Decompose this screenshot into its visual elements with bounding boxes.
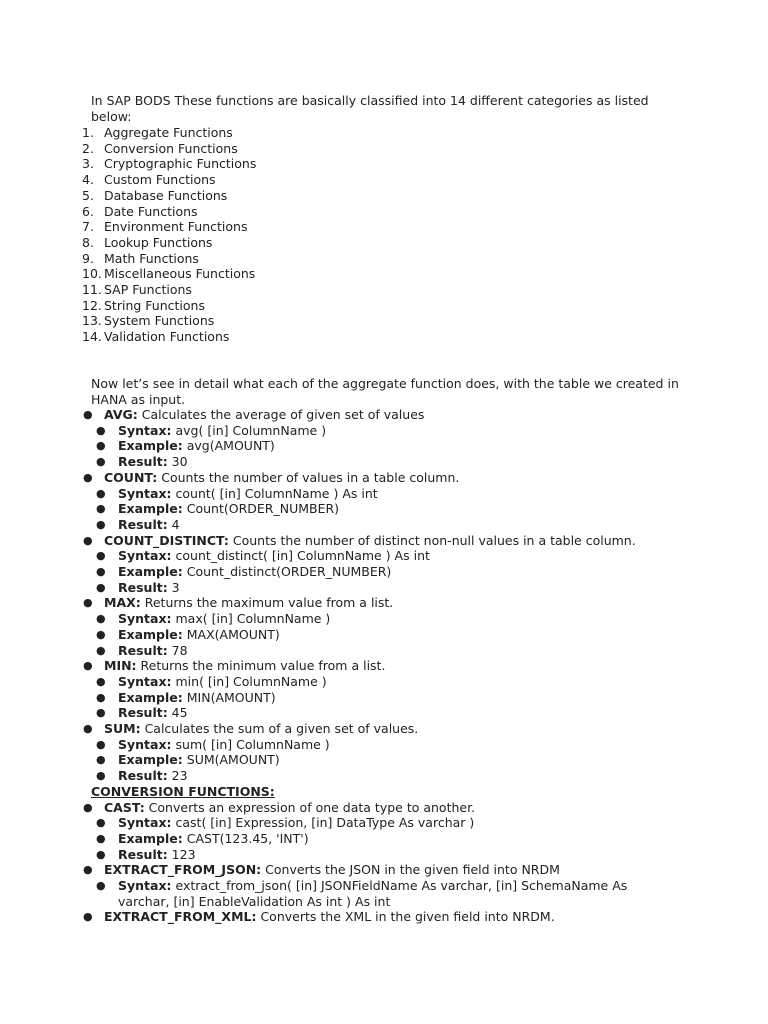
bullet: ●: [83, 800, 93, 814]
list-label: Cryptographic Functions: [104, 156, 257, 172]
list-label: Conversion Functions: [104, 140, 238, 156]
syntax-label: Syntax:: [118, 485, 172, 501]
function-name: SUM:: [104, 721, 141, 736]
result-value: 78: [167, 642, 188, 658]
list-label: Lookup Functions: [104, 234, 213, 250]
function-name: COUNT_DISTINCT:: [104, 532, 229, 548]
list-label: Miscellaneous Functions: [104, 266, 256, 282]
list-label: String Functions: [104, 297, 205, 313]
function-name: EXTRACT_FROM_XML:: [104, 909, 257, 925]
bullet: ●: [83, 470, 93, 484]
function-description: Counts the number of distinct non-null values in a table column.: [228, 532, 636, 548]
example-label: Example:: [118, 752, 183, 768]
syntax-value-continued: varchar, [in] EnableValidation As int ) As int: [118, 893, 391, 909]
example-label: Example:: [118, 564, 183, 579]
function-name: MIN:: [104, 658, 137, 674]
example-label: Example:: [118, 689, 183, 705]
result-label: Result:: [118, 642, 168, 658]
bullet: ●: [96, 486, 106, 500]
aggregate-intro-paragraph: Now let’s see in detail what each of the aggregate function does, with the table we created in HANA as input.: [91, 376, 679, 407]
bullet: ●: [96, 455, 106, 469]
list-label: Custom Functions: [104, 172, 216, 188]
function-name: EXTRACT_FROM_JSON:: [104, 862, 262, 878]
syntax-value: count( [in] ColumnName ) As int: [171, 485, 378, 501]
list-number: 13.: [82, 313, 102, 329]
list-label: Date Functions: [104, 203, 198, 219]
function-description: Calculates the sum of a given set of values.: [140, 721, 419, 736]
function-description: Converts an expression of one data type to another.: [144, 799, 476, 815]
bullet: ●: [96, 769, 106, 783]
list-label: Validation Functions: [104, 329, 230, 345]
function-description: Converts the JSON in the given field into NRDM: [261, 862, 560, 878]
bullet: ●: [83, 659, 93, 673]
function-description: Calculates the average of given set of values: [137, 407, 425, 422]
list-label: Math Functions: [104, 250, 199, 266]
syntax-label: Syntax:: [118, 736, 172, 752]
syntax-label: Syntax:: [118, 878, 172, 893]
bullet: ●: [96, 816, 106, 830]
result-label: Result:: [118, 768, 168, 784]
conversion-functions-heading: CONVERSION FUNCTIONS:: [91, 783, 275, 799]
result-label: Result:: [118, 516, 168, 532]
function-name: AVG:: [104, 407, 138, 422]
bullet: ●: [96, 502, 106, 516]
function-name: MAX:: [104, 595, 141, 611]
syntax-value: sum( [in] ColumnName ): [171, 736, 330, 752]
result-value: 4: [167, 516, 180, 532]
bullet: ●: [96, 831, 106, 845]
result-value: 23: [167, 768, 188, 784]
result-label: Result:: [118, 846, 168, 862]
bullet: ●: [96, 565, 106, 578]
function-description: Returns the maximum value from a list.: [140, 595, 394, 611]
syntax-label: Syntax:: [118, 611, 172, 627]
syntax-label: Syntax:: [118, 548, 172, 564]
syntax-value: max( [in] ColumnName ): [171, 611, 331, 627]
bullet: ●: [83, 722, 93, 735]
result-value: 45: [167, 705, 188, 721]
function-name: CAST:: [104, 799, 145, 815]
bullet: ●: [83, 408, 93, 421]
example-value: MIN(AMOUNT): [182, 689, 276, 705]
list-number: 14.: [82, 329, 102, 345]
example-value: avg(AMOUNT): [182, 438, 275, 454]
bullet: ●: [96, 439, 106, 453]
list-number: 2.: [82, 140, 94, 156]
intro-paragraph: In SAP BODS These functions are basically classified into 14 different categories as listed below:: [91, 93, 649, 124]
bullet: ●: [83, 863, 93, 877]
example-label: Example:: [118, 626, 183, 642]
example-label: Example:: [118, 830, 183, 846]
bullet: ●: [96, 549, 106, 563]
bullet: ●: [96, 612, 106, 626]
list-number: 5.: [82, 187, 94, 203]
bullet: ●: [96, 423, 106, 437]
list-number: 9.: [82, 250, 94, 266]
example-value: MAX(AMOUNT): [182, 626, 280, 642]
example-label: Example:: [118, 438, 183, 454]
example-label: Example:: [118, 501, 183, 517]
syntax-value: cast( [in] Expression, [in] DataType As varchar ): [171, 815, 475, 831]
list-label: Database Functions: [104, 187, 228, 203]
bullet: ●: [96, 674, 106, 688]
result-value: 123: [167, 846, 196, 862]
bullet: ●: [96, 580, 106, 594]
result-value: 30: [167, 454, 188, 470]
bullet: ●: [96, 706, 106, 720]
result-value: 3: [167, 579, 180, 595]
result-label: Result:: [118, 705, 168, 721]
function-description: Counts the number of values in a table column.: [157, 469, 460, 485]
function-description: Returns the minimum value from a list.: [136, 658, 386, 674]
example-value: Count_distinct(ORDER_NUMBER): [182, 564, 392, 579]
list-number: 7.: [82, 219, 94, 235]
list-number: 8.: [82, 234, 94, 250]
list-label: System Functions: [104, 313, 215, 329]
function-description: Converts the XML in the given field into NRDM.: [256, 909, 555, 925]
example-value: SUM(AMOUNT): [182, 752, 280, 768]
syntax-label: Syntax:: [118, 815, 172, 831]
list-number: 4.: [82, 172, 94, 188]
bullet: ●: [96, 627, 106, 641]
list-label: SAP Functions: [104, 282, 192, 297]
result-label: Result:: [118, 454, 168, 470]
bullet: ●: [96, 643, 106, 657]
bullet: ●: [96, 737, 106, 751]
list-label: Environment Functions: [104, 219, 248, 235]
bullet: ●: [96, 690, 106, 704]
bullet: ●: [83, 596, 93, 610]
bullet: ●: [96, 753, 106, 767]
list-number: 3.: [82, 156, 94, 172]
bullet: ●: [96, 517, 106, 531]
syntax-value: avg( [in] ColumnName ): [171, 422, 327, 438]
list-number: 6.: [82, 203, 94, 219]
syntax-value: count_distinct( [in] ColumnName ) As int: [171, 548, 430, 564]
list-label: Aggregate Functions: [104, 125, 233, 140]
result-label: Result:: [118, 579, 168, 595]
bullet: ●: [83, 910, 93, 924]
list-number: 11.: [82, 282, 102, 297]
list-number: 10.: [82, 266, 102, 282]
syntax-label: Syntax:: [118, 422, 172, 438]
example-value: CAST(123.45, 'INT'): [182, 830, 309, 846]
list-number: 1.: [82, 125, 94, 140]
syntax-value: extract_from_json( [in] JSONFieldName As varchar, [in] SchemaName As: [171, 878, 628, 893]
bullet: ●: [96, 847, 106, 861]
example-value: Count(ORDER_NUMBER): [182, 501, 340, 517]
list-number: 12.: [82, 297, 102, 313]
bullet: ●: [83, 533, 93, 547]
function-name: COUNT:: [104, 469, 158, 485]
syntax-value: min( [in] ColumnName ): [171, 673, 327, 689]
syntax-label: Syntax:: [118, 673, 172, 689]
bullet: ●: [96, 879, 106, 892]
